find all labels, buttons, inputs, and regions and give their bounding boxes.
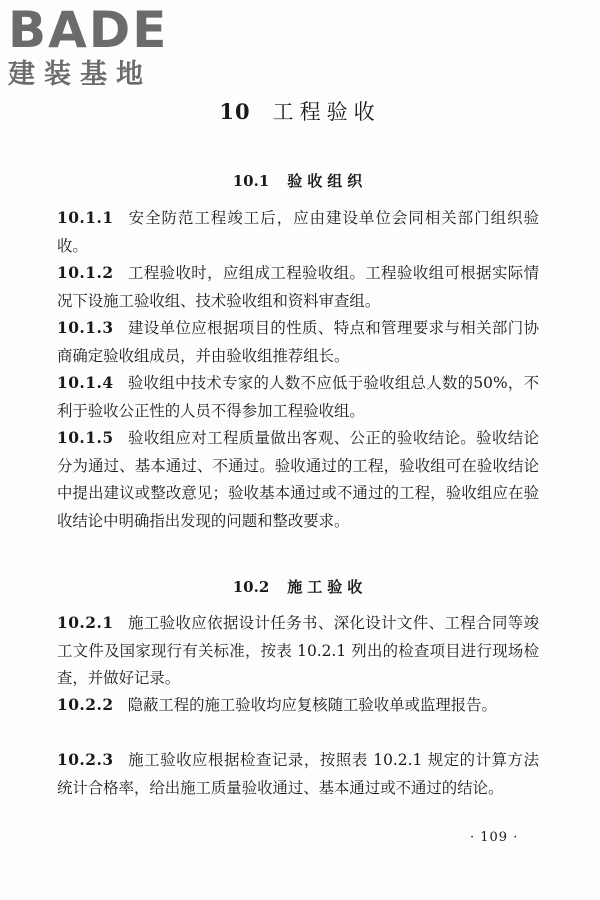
clause-text: 建设单位应根据项目的性质、特点和管理要求与相关部门协商确定验收组成员，并由验收组推荐组长。 — [57, 319, 539, 365]
section-name: 施工验收 — [287, 578, 368, 596]
clause-10-1-1 — [57, 205, 539, 260]
clause-10-1-3 — [57, 315, 539, 370]
clause-10-2-3 — [57, 747, 539, 802]
chapter-title — [0, 96, 600, 126]
section-number: 10.2 — [232, 578, 270, 596]
clause-number: 10.2.2 — [57, 696, 114, 714]
clause-text: 施工验收应依据设计任务书、深化设计文件、工程合同等竣工文件及国家现行有关标准，按表 10.2.1 列出的检查项目进行现场检查，并做好记录。 — [57, 614, 539, 687]
clause-number: 10.1.3 — [57, 319, 114, 337]
clause-text: 验收组应对工程质量做出客观、公正的验收结论。验收结论分为通过、基本通过、不通过。验收通过的工程，验收组可在验收结论中提出建议或整改意见；验收基本通过或不通过的工程，验收组应在验收结论中明确指出发现的问题和整改要求。 — [57, 429, 539, 530]
clause-10-2-1 — [57, 610, 539, 693]
clause-10-1-2 — [57, 260, 539, 315]
publisher-logo — [8, 1, 183, 92]
clause-10-1-5 — [57, 425, 539, 535]
clause-text: 隐蔽工程的施工验收均应复核随工验收单或监理报告。 — [127, 696, 497, 714]
logo-subtitle: 建装基地 — [8, 59, 152, 90]
section-title-10-1 — [0, 170, 600, 191]
clause-number: 10.2.1 — [57, 614, 114, 632]
section-title-10-2 — [0, 576, 600, 597]
chapter-number: 10 — [219, 99, 251, 124]
clause-text: 施工验收应根据检查记录，按照表 10.2.1 规定的计算方法统计合格率，给出施工质量验收通过、基本通过或不通过的结论。 — [57, 751, 539, 797]
clause-number: 10.1.4 — [57, 374, 114, 392]
section-name: 验收组织 — [287, 172, 368, 190]
clause-text: 安全防范工程竣工后，应由建设单位会同相关部门组织验收。 — [57, 209, 539, 255]
clause-10-1-4 — [57, 370, 539, 425]
logo-brand: BADE — [8, 1, 169, 59]
clause-text: 工程验收时，应组成工程验收组。工程验收组可根据实际情况下设施工验收组、技术验收组和资料审查组。 — [57, 264, 539, 310]
clause-number: 10.2.3 — [57, 751, 114, 769]
clause-number: 10.1.2 — [57, 264, 114, 282]
clause-number: 10.1.1 — [57, 209, 114, 227]
clause-number: 10.1.5 — [57, 429, 114, 447]
section-number: 10.1 — [232, 172, 270, 190]
clause-10-2-2 — [57, 692, 539, 720]
clause-text: 验收组中技术专家的人数不应低于验收组总人数的50%，不利于验收公正性的人员不得参加工程验收组。 — [57, 374, 539, 420]
chapter-name: 工程验收 — [272, 100, 381, 124]
page-number: · 109 · — [470, 830, 519, 845]
